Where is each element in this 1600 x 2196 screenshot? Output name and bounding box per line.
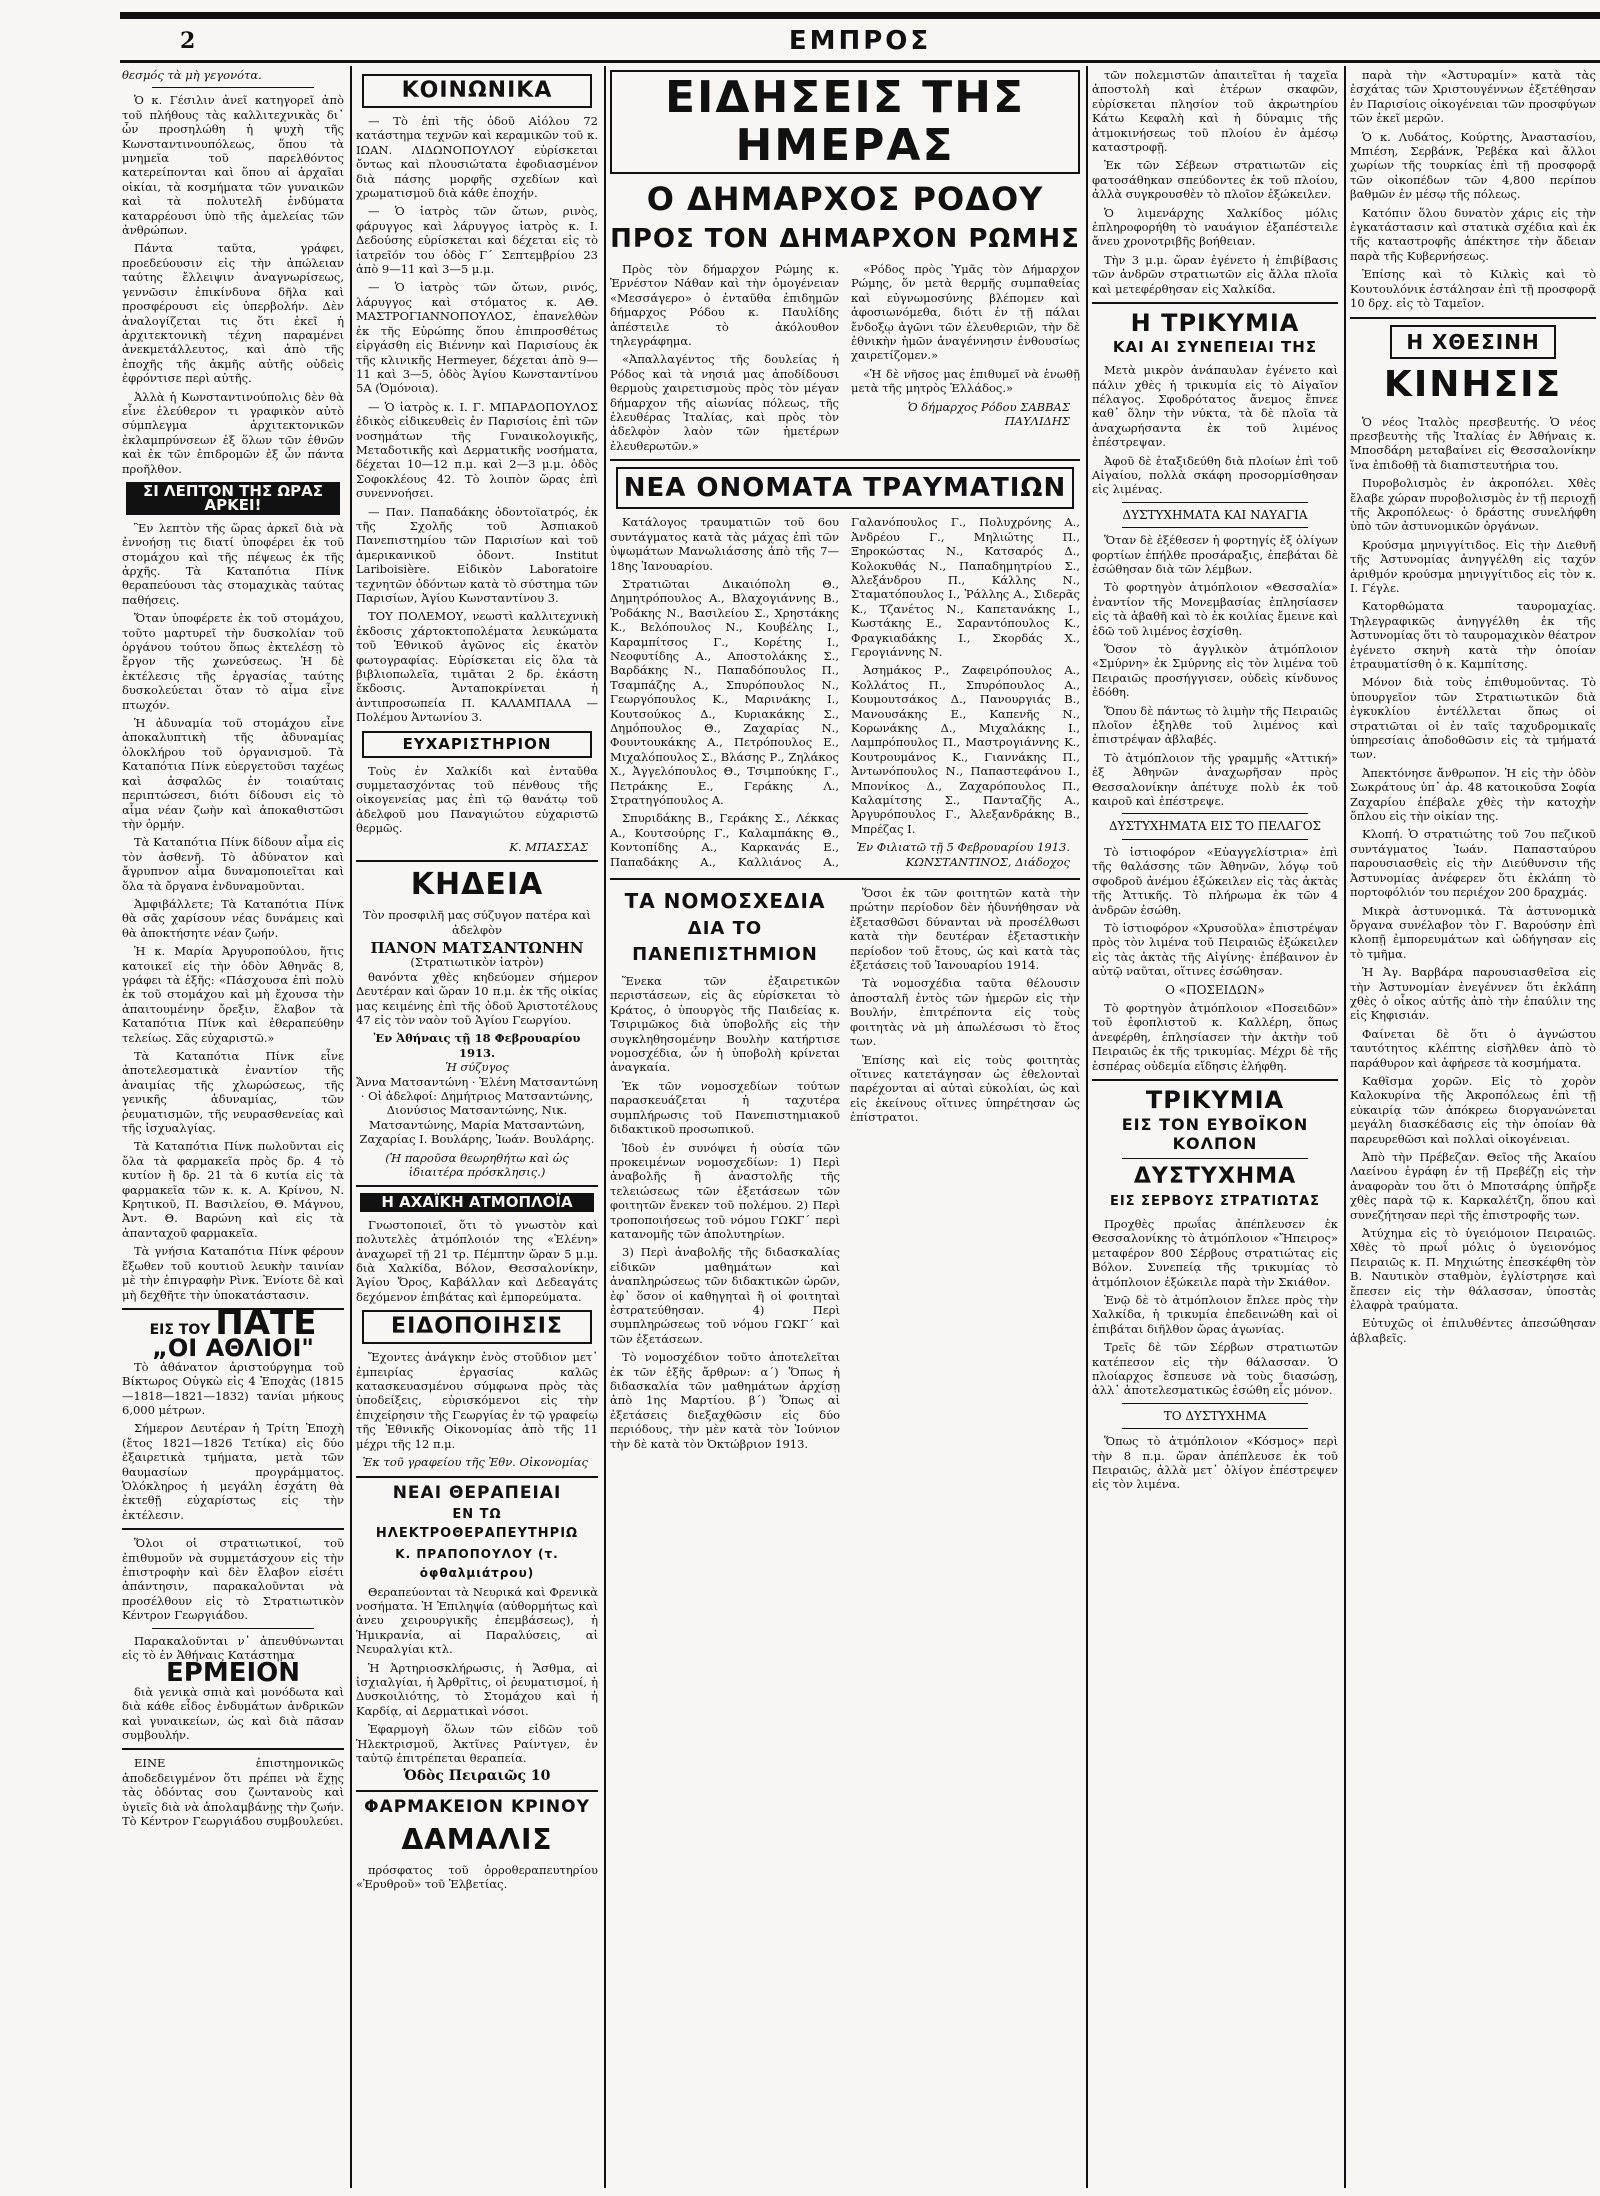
divider	[610, 878, 1080, 880]
paragraph: Κατορθώματα ταυρομαχίας. Τηλεγραφικῶς ἀνηγγέλθη ἐκ τῆς Ἀστυνομίας ὅτι τὸ ταυρομαχικὸν θέατρον ἐγένετο σκηνὴ κατὰ τὴν ὁποίαν ἐτραυματίσθη ὁ κ. Καμπίτσης.	[1350, 599, 1596, 671]
theatre-title-name: ΠΑΤΕ	[215, 1302, 317, 1343]
paragraph: Ὁ λιμενάρχης Χαλκίδος μόλις ἐπληροφορήθη τὸ ναυάγιον ἐξαπέστειλε ἄνευ χρονοτριβῆς βοήθειαν.	[1092, 205, 1338, 249]
divider	[356, 1185, 598, 1187]
article-body	[610, 515, 1080, 872]
paragraph: Ὅσοι ἐκ τῶν φοιτητῶν κατὰ τὴν πρώτην περίοδον δὲν ἠδυνήθησαν νὰ ἐξετασθῶσι δύνανται νὰ προσέλθωσι κατὰ τὴν δευτέραν ἐξεταστικὴν περίοδον τοῦ ἔτους, ὡς καὶ κατὰ τὰς ἐξετάσεις τοῦ Ἰανουαρίου 1914.	[850, 886, 1080, 973]
paragraph: Ἐπίσης καὶ εἰς τοὺς φοιτητὰς οἵτινες κατετάγησαν ὡς ἐθελονταὶ παρέχονται αἱ αὐταὶ εὐκολίαι, ὡς καὶ εἰς ἐκείνους οἵτινες ὑπηρέτησαν ὡς ἐπίστρατοι.	[850, 1052, 1080, 1125]
headline: Ο ΔΗΜΑΡΧΟΣ ΡΟΔΟΥ	[646, 180, 1044, 218]
paragraph: Ἄννα Ματσαντώνη · Ἑλένη Ματσαντώνη · Οἱ ἀδελφοί: Δημήτριος Ματσαντώνης, Διονύσιος Ματσαντώνης, Νικ. Ματσαντώνης, Μαρία Ματσαντώνη, Ζαχαρίας Ι. Βουλάρης, Ἰωάν. Βουλάρης.	[356, 1074, 598, 1147]
paragraph: Ἀτύχημα εἰς τὸ ὑγειόμοιον Πειραιῶς. Χθὲς τὸ πρωΐ μόλις ὁ ὑγειονόμος Πειραιῶς κ. Π. Μηχιώτης ἐπεσκέφθη τὸν Β. Ναυτικὸν σταθμὸν, ἐγλίστρησε καὶ ἔπεσεν εἰς τὴν θάλασσαν, ὑποστὰς ἐλαφρὰ τραύματα.	[1350, 1226, 1596, 1313]
paragraph: Ἔχοντες ἀνάγκην ἐνὸς στοῦδιον μετ᾿ ἐμπειρίας ἐργασίας καλῶς κατασκευασμένου σύμφωνα πρὸς τὰς ὑποδείξεις, εὑρισκόμενοι εἰς τὴν ἐπιχείρησιν τῆς Γεωργίας ἐν τῷ γραφείῳ τῆς Ἐθνικῆς Οἰκονομίας ἀπὸ τῆς 11 μέχρι τῆς 12 π.μ.	[356, 1350, 598, 1451]
article-university	[610, 886, 840, 1455]
top-rule	[120, 12, 1600, 19]
paragraph: Καθῖσμα χορῶν. Εἰς τὸ χορὸν Καλοκυρίνα τῆς Ἀκροπόλεως ἐπὶ τῇ εὐκαιρίᾳ τῶν ἀπόκρεω διοργανώνεται μεγάλη διασκέδασις εἰς τὴν ὁποίαν θὰ παρευρεθῶσι καὶ πολλαὶ οἰκογένειαι.	[1350, 1073, 1596, 1146]
paragraph: Προχθὲς πρωΐας ἀπέπλευσεν ἐκ Θεσσαλονίκης τὸ ἀτμόπλοιον «Ἤπειρος» μεταφέρον 800 Σέρβους στρατιώτας εἰς Βόλον. Συνεπείᾳ τῆς τρικυμίας τὸ ἀτμόπλοιον ἐξώκειλε παρὰ τὴν Σκιάθον.	[1092, 1216, 1338, 1289]
paragraph: Ὁ κ. Γέσιλιν ἀνεῖ κατηγορεῖ ἀπὸ τοῦ πλήθους τὰς καλλιτεχνικὰς δι᾿ ὧν προσηλώθη ἡ ψυχὴ τῆς Κωνσταντινουπόλεως, ὅπου τὰ μνημεῖα τοῦ παρελθόντος κατερείπονται καὶ ὅπου αἱ ἀρχαῖαι οἰκίαι, τὰ κοσμήματα τῶν γυναικῶν καὶ τὰ πολυτελῆ ἐνδύματα καταρρέουσι ὑπὸ τῆς ἀμελείας τῶν ἀνθρώπων.	[122, 93, 344, 238]
subheading: ΔΥΣΤΥΧΗΜΑΤΑ ΚΑΙ ΝΑΥΑΓΙΑ	[1122, 507, 1308, 522]
paragraph: Πάντα ταῦτα, γράφει, προεδεύουσιν εἰς τὴν ἀπώλειαν ταύτης ἔλλειψιν ἀναγνωρίσεως, γεννῶσιν ἐπικίνδυνα δῆλα καὶ προσφέρουσι εἰς ὑπερβολήν. Δὲν ἀναλογίζεται τις ὅτι ἐκεῖ ἡ ἀρχιτεκτονικὴ τέχνη παραμένει ἀνεκμετάλλευτος, καὶ ἀπὸ τῆς ἐποχῆς τῆς ἀκμῆς αὐτῆς οὐδεὶς ἐφρόντισε περὶ αὐτῆς.	[122, 241, 344, 386]
paragraph: Ἡ Ἀγ. Βαρβάρα παρουσιασθεῖσα εἰς τὴν Ἀστυνομίαν ἐνεγέννεν ὅτι ἐκλάπη χθὲς ὁ οἶκος αὐτῆς ἀπὸ τὴν ἐπαύλιν της εἰς Κηφισιάν.	[1350, 965, 1596, 1023]
divider	[610, 459, 1080, 461]
paragraph: Σπυριδάκης Β., Γεράκης Σ., Λέκκας Α., Κουτσούρης Γ., Καλαμπάκης Θ., Κοντοπίδης Α., Καρκανάς Ε., Παπαδάκης Α., Καλλιάνος Α., Γαλανόπουλος Γ., Πολυχρόνης Α., Ἀνδρέου Γ., Μηλιώτης Π., Ξηροκώστας Ν., Κατσαρός Δ., Κολοκυθάς Ν., Παπαδημητρίου Σ., Ἀλεξάνδρου Π., Κάλλης Ν., Σταματόπουλος Ι., Ῥάλλης Α., Σιδερᾶς Κ., Τζανέτος Ν., Καπετανάκης Ι., Κωστάκης Ε., Σαραντόπουλος Κ., Φραγκιαδάκης Ι., Σκορδάς Χ., Γερογιάννης Ν.	[610, 515, 1080, 869]
paragraph: Μετὰ μικρὸν ἀνάπαυλαν ἐγένετο καὶ πάλιν χθὲς ἡ τρικυμία εἰς τὸ Αἰγαῖον πέλαγος. Σφοδρότατος ἄνεμος ἔπνεε καθ᾿ ὅλην τὴν νύκτα, τὰ δὲ πλοῖα τὰ ἀναχωρήσαντα ἐκ τοῦ λιμένος ἐπέστρεψαν.	[1092, 363, 1338, 450]
paragraph: — Ὁ ἰατρὸς κ. Ι. Γ. ΜΠΑΡΔΟΠΟΥΛΟΣ ἐδικὸς εἰδικευθεὶς ἐν Παρισίοις ἐπὶ τῶν νοσημάτων τῆς Γυναικολογικῆς, Μεταδοτικῆς καὶ Δερματικῆς νοσήματα, δέχεται 10—12 π.μ. καὶ 2—3 μ.μ. ὁδὸς Σοφοκλέους 42. Τὸ λοιπὸν ὥρας ἐπὶ συνεννοήσει.	[356, 399, 598, 501]
signature: Ἐκ τοῦ γραφείου τῆς Ἐθν. Οἰκονομίας	[362, 1455, 588, 1470]
paragraph: Ἀμφιβάλλετε; Τὰ Καταπότια Πίνκ θὰ σᾶς χαρίσουν νέας δυνάμεις καὶ θὰ ἀποκτήσητε νέαν ζωήν.	[122, 896, 344, 940]
headline: Η ΤΡΙΚΥΜΙΑ	[1130, 309, 1300, 338]
paragraph: διὰ γενικὰ σπιὰ καὶ μονόδωτα καὶ διὰ κάθε εἶδος ἐνδυμάτων ἀνδρικῶν καὶ γυναικείων, ὡς καὶ διὰ πᾶσαν συμβουλήν.	[122, 1684, 344, 1743]
paragraph: Τὰ Καταπότια Πίνκ πωλοῦνται εἰς ὅλα τὰ φαρμακεῖα πρὸς δρ. 4 τὸ κυτίον ἢ δρ. 21 τὰ 6 κυτία εἰς τὰ φαρμακεῖα τῶν κ. κ. Α. Κρίνου, Ν. Κρητικοῦ, Π. Βασιλείου, Θ. Μάγνου, Ἀντ. Θ. Βαρώνη καὶ εἰς τὰ ἀπανταχοῦ φαρμακεῖα.	[122, 1139, 344, 1240]
page-number: 2	[180, 28, 196, 54]
paragraph: Τὰ Καταπότια Πίνκ δίδουν αἷμα εἰς τὸν ἀσθενῆ. Τὸ ἀδύνατον καὶ ἄγρυπνον αἷμα δυναμοποιεῖται καὶ ὅλα τὰ ὄργανα ἐνδυναμοῦνται.	[122, 835, 344, 893]
divider	[1122, 1403, 1308, 1404]
paragraph: Μικρὰ ἀστυνομικά. Τὰ ἀστυνομικὰ ὄργανα συνέλαβον τὸν Γ. Βαρούσην ἐπὶ κλοπῇ ἐμπορευμάτων καὶ ὡδήγησαν εἰς τὸ τμῆμα.	[1350, 903, 1596, 961]
paragraph: Τὸ ἰστιοφόρον «Χρυσοῦλα» ἐπιστρέψαν πρὸς τὸν λιμένα τοῦ Πειραιῶς ἐξώκειλεν εἰς τὰς ἀκτὰς τῆς Αἰγίνης· ἐπέβαινον ἐν αὐτῷ ναῦται, οἵτινες ἐσώθησαν.	[1092, 920, 1338, 979]
paragraph: Κλοπή. Ὁ στρατιώτης τοῦ 7ου πεζικοῦ συντάγματος Ἰωάν. Παπασταύρου παρουσιασθεὶς εἰς τὴν Διεύθυνσιν τῆς Ἀστυνομίας ἀνέφερεν ὅτι ἐκλάπη τὸ πορτοφόλιόν του περιέχον 200 δραχμάς.	[1350, 827, 1596, 900]
divider	[122, 1748, 344, 1750]
paragraph: Ὅλοι οἱ στρατιωτικοί, τοῦ ἐπιθυμοῦν νὰ συμμετάσχουν εἰς τὴν ἐπιστροφὴν καὶ δὲν ἔλαβον εἰσέτι ἀπάντησιν, παρακαλοῦνται νὰ προσέλθουν εἰς τὸ Στρατιωτικὸν Κέντρον Γεωργιάδου.	[122, 1536, 344, 1623]
column-rule	[350, 66, 352, 2188]
divider	[1092, 1079, 1338, 1081]
paragraph: Κρούσμα μηνιγγίτιδος. Εἰς τὴν Διεθνῆ τῆς Ἀστυνομίας ἀνηγγέλθη εἰς ταχύν ἀριθμόν κρούσμα μηνιγγίτιδος εἰς τὸν κ. Ι. Γέγλε.	[1350, 537, 1596, 595]
paragraph: Ἀλλὰ ἡ Κωνσταντινούπολις δὲν θὰ εἶνε ἐλεύθερον τι γραφικὸν αὐτὸ σύμπλεγμα ἀρχιτεκτονικῶν ἐκλαμπρύνσεων ἐξ ὅλων τῶν ἐθνῶν καὶ ἐκ τῶν ἐπιδρομῶν ἐξ ὧν πάντα προῆλθον.	[122, 389, 344, 476]
paragraph: Τὸ ἀθάνατον ἀριστούργημα τοῦ Βίκτωρος Οὑγκὼ εἰς 4 Ἐποχὰς (1815—1818—1821—1832) τανίαι μήκους 6,000 μέτρων.	[122, 1359, 344, 1417]
paragraph: — Ὁ ἰατρὸς τῶν ὤτων, ρινός, λάρυγγος καὶ στόματος κ. ΑΘ. ΜΑΣΤΡΟΓΙΑΝΝΟΠΟΥΛΟΣ, ἐπανελθὼν ἐκ τῆς Εὐρώπης ὅπου ἐπιπροσθέτως εἰργάσθη εἰς Βιέννην καὶ Παρισίους ἐκ τῆς κλινικῆς Hermeyer, δέχεται ἀπὸ 9—11 καὶ 3—5, ὁδὸς Ἁγίου Κωνσταντίνου 5Α (Ὁμόνοια).	[356, 280, 598, 396]
divider	[1122, 1428, 1308, 1429]
paragraph: — Παν. Παπαδάκης ὁδοντοϊατρός, ἐκ τῆς Σχολῆς τοῦ Ἀσπιακοῦ Πανεπιστημίου τῶν Παρισίων καὶ τοῦ ἀμερικανικοῦ ὀδοντ. Institut Lariboisière. Εἰδικὸν Laboratoire τεχνητῶν ὀδόντων κατὰ τὸ σύστημα τῶν Παρισίων, Ἀγίου Κωνσταντίνου 3.	[356, 504, 598, 605]
clinic-address: Ὁδὸς Πειραιῶς 10	[403, 1768, 551, 1785]
paragraph: Θεραπεύονται τὰ Νευρικά καὶ Φρενικὰ νοσήματα. Ἡ Ἐπιληψία (αὐθορμήτως καὶ ἀνευ χειρουργικῆς ἐπεμβάσεως), ἡ Ἡμικρανία, αἱ Παραλύσεις, αἱ Νευραλγίαι κτλ.	[356, 1584, 598, 1657]
divider	[1092, 302, 1338, 304]
paragraph: θανόντα χθὲς κηδεύομεν σήμερον Δευτέραν καὶ ὥραν 10 π.μ. ἐκ τῆς οἰκίας μας κειμένης ἐπὶ τῆς ὁδοῦ Ἀριστοτέλους 47 εἰς τὸν ναὸν τοῦ Ἁγίου Γεωργίου.	[356, 969, 598, 1027]
paragraph: Τὰ γνήσια Καταπότια Πίνκ φέρουν ἔξωθεν τοῦ κουτιοῦ λευκὴν ταινίαν μὲ τὴν ἐπιγραφὴν Ρὶνκ. Ἐνίοτε δὲ καὶ μὴ δεχθῆτε τὴν ὑποκατάστασιν.	[122, 1244, 344, 1302]
newspaper-name: ΕΜΠΡΟΣ	[788, 26, 932, 56]
paragraph: Φαίνεται δὲ ὅτι ὁ ἀγνώστου ταυτότητος κλέπτης εἰσῆλθεν ἀπὸ τὸ παράθυρον καὶ ἀφήρεσε τὰ κοσμήματα.	[1350, 1026, 1596, 1070]
top-fragment: θεσμός τὰ μὴ γεγονότα.	[122, 68, 262, 82]
paragraph: Ἀφοῦ δὲ ἐταξιδεύθη διὰ πλοίων ἐπὶ τοῦ Αἰγαίου, πολλὰ σκάφη προσορμίσθησαν εἰς λιμένας.	[1092, 453, 1338, 497]
paragraph: Ὅπως τὸ ἀτμόπλοιον «Κόσμος» περὶ τὴν 8 π.μ. ὥραν ἀπέπλευσε ἐκ τοῦ Πειραιῶς, ἀλλὰ μετ᾿ ὀλίγον ἐπέστρεψεν εἰς τὸν λιμένα.	[1092, 1434, 1338, 1492]
paragraph: Τὰ νομοσχέδια ταῦτα θέλουσιν ἀποσταλῆ ἐντὸς τῶν ἡμερῶν εἰς τὴν Βουλήν, ἐπιτρέποντα εἰς τοὺς φοιτητὰς νὰ μὴ ἀπωλέσωσι τὸ ἔτος των.	[850, 976, 1080, 1049]
divider	[356, 860, 598, 862]
clinic-title: ΕΝ ΤΩ ΗΛΕΚΤΡΟΘΕΡΑΠΕΥΤΗΡΙΩ	[375, 1506, 579, 1541]
paragraph: ΤΟΥ ΠΟΛΕΜΟΥ, νεωστὶ καλλιτεχνικὴ ἐκδοσις χάρτοκτοπολέματα λευκώματα τοῦ Ἐθνικοῦ ἀγῶνος εἰς ἑκατὸν φωτογραφίας. Εὑρίσκεται εἰς ὅλα τὰ βιβλιοπωλεῖα, τιμᾶται 2 δρ. ἑκάστη ἔκδοσις. Ἀνταποκρίνεται ἡ ἀντιπροσωπεία Π. ΚΑΛΑΜΠΑΛΑ — Πολέμου Ἀντωνίου 3.	[356, 609, 598, 725]
divider	[1122, 813, 1308, 814]
paragraph: Ἐφαρμογὴ ὅλων τῶν εἰδῶν τοῦ Ἡλεκτρισμοῦ, Ἀκτῖνες Ραίντγεν, ἐν ταὐτῷ ἐπιτρέπεται θεραπεία.	[356, 1722, 598, 1765]
column-1	[122, 68, 344, 2188]
clinic-title: ΝΕΑΙ ΘΕΡΑΠΕΙΑΙ	[392, 1482, 562, 1503]
paragraph: Ἀσημάκος Ρ., Ζαφειρόπουλος Α., Κολλάτος Π., Σπυρόπουλος Α., Κουμουτσάκος Δ., Πανουργιάς Β., Μανουσάκης Ε., Καπενῆς Ν., Κορωνάκης Δ., Μιχαλάκης Ι., Λαμπρόπουλος Π., Μαστρογιάννης Κ., Κουτρουμάνος Κ., Γιαννάκης Π., Ἀντωνόπουλος Ν., Παπαστεφάνου Ι., Μπονίκος Δ., Ζαχαρόπουλος Π., Καλαμίτσης Σ., Πανταζῆς Α., Ἀργυρόπουλος Γ., Ἀλεξανδράκης Β., Μπρέζας Ι.	[851, 663, 1080, 836]
headline: ΕΙΣ ΣΕΡΒΟΥΣ ΣΤΡΑΤΙΩΤΑΣ	[1109, 1193, 1321, 1209]
divider	[1122, 1158, 1308, 1159]
funeral-date: Ἐν Ἀθήναις τῇ 18 Φεβρουαρίου 1913.	[373, 1031, 581, 1060]
divider	[152, 87, 314, 88]
shipping-title: Η ΑΧΑΪΚΗ ΑΤΜΟΠΛΟΪΑ	[360, 1193, 594, 1211]
paragraph: Σήμερον Δευτέραν ἡ Τρίτη Ἐποχὴ (ἔτος 1821—1826 Τετίκα) εἰς δύο ἐξαιρετικὰ τμήματα, μετὰ τῶν θαυμασίων προγράμματος. Ὁλόκληρος ἡ μεγάλη ἐσχάτη θὰ ἐκτεθῇ εὐχαρίστως εἰς τὴν ἐκτέλεσιν.	[122, 1421, 344, 1522]
paragraph: Ἐκ τῶν νομοσχεδίων τούτων παρασκευάζεται ἡ ταχυτέρα συμπλήρωσις τοῦ Πανεπιστημιακοῦ διδακτικοῦ προσωπικοῦ.	[610, 1078, 840, 1137]
paragraph: Ὁ κ. Λυδάτος, Κούρτης, Ἀναστασίου, Μπιέση, Σερβάνκ, Ῥεβέκα καὶ ἄλλοι χωρίων τῆς τουρκίας ἐπὶ τῇ προσφορᾷ τῶν οἰκοπέδων τῶν 4,800 περίπου βαθμῶν ἐν μέσῳ τῆς πόλεως.	[1350, 129, 1596, 202]
paragraph: πρόσφατος τοῦ ὀρροθεραπευτηρίου «Ἐρυθροῦ» τοῦ Ἐλβετίας.	[356, 1862, 598, 1892]
paragraph: Ἀπὸ τὴν Πρέβεζαν. Θεῖος τῆς Ἀκαίου Λαείνου ἐγράφη ἐν τῇ Πρεβέζῃ εἰς τὴν ἀναφορὰν του ὅτι ὁ Μποτσάρης ὑπῆρξε χθὲς παρὰ τῷ κ. Καρκαλέτζη, ὅπου καὶ συνεζήτησαν περὶ τῆς ἐπιστροφῆς των.	[1350, 1150, 1596, 1222]
paragraph: Ἰδοὺ ἐν συνόψει ἡ οὐσία τῶν προκειμένων νομοσχεδίων: 1) Περὶ ἀναβολῆς ἢ ἀναστολῆς τῆς τελειώσεως τῶν ἐξετάσεων τῶν φοιτητῶν ἕνεκεν τοῦ πολέμου. 2) Περὶ τροποποιήσεως τοῦ νόμου ΓΩΚΓ´ περὶ κατανομῆς τῶν ἀπολυτηρίων.	[610, 1140, 840, 1241]
paragraph: Τὸν προσφιλῆ μας σύζυγον πατέρα καὶ ἀδελφὸν	[363, 908, 591, 937]
paragraph: Παρακαλοῦνται ν᾿ ἀπευθύνωνται εἰς τὸ ἐν Ἀθήναις Κατάστημα	[122, 1633, 344, 1663]
column-rule	[1086, 66, 1088, 2188]
masthead	[120, 24, 1600, 58]
column-4	[1092, 68, 1338, 2188]
headline: ΤΑ ΝΟΜΟΣΧΕΔΙΑ	[624, 889, 826, 914]
paragraph: Τὸ νομοσχέδιον τοῦτο ἀποτελεῖται ἐκ τῶν ἑξῆς ἄρθρων: α´) Ὅπως ἡ διδασκαλία τῶν μαθημάτων ἀρχίσῃ ἀπὸ 1ης Μαρτίου. β´) Ὅπως αἱ ἐξετάσεις διεξαχθῶσιν εἰς δύο περιόδους, τὴν μὲν κατὰ τὸν Ἰούνιον τὴν δὲ κατὰ τὸν Ὀκτώβριον 1913.	[610, 1350, 840, 1451]
headline: Η ΧΘΕΣΙΝΗ	[1390, 325, 1556, 359]
headline: ΝΕΑ ΟΝΟΜΑΤΑ ΤΡΑΥΜΑΤΙΩΝ	[616, 467, 1074, 509]
paragraph: Τὸ φορτηγὸν ἀτμόπλοιον «Θεσσαλία» ἐναντίον τῆς Μονεμβασίας ἐπλησίασεν εἰς τὰ ἀβαθῆ καὶ τὸ ἐκ κοιλίας ἔμεινε καὶ ἐδῶ τοῦ λιμένος ἐσχίσθη.	[1092, 580, 1338, 638]
subheading: ΔΥΣΤΥΧΗΜΑΤΑ ΕΙΣ ΤΟ ΠΕΛΑΓΟΣ	[1108, 819, 1322, 834]
divider	[356, 1790, 598, 1792]
theatre-film-title: „ΟΙ ΑΘΛΙΟΙ"	[152, 1334, 314, 1363]
paragraph: Ὅταν δὲ ἐξέθεσεν ἡ φορτηγίς ἐξ ὀλίγων φορτίων ἐπήλθε προσάραξις, ἐπεβάται δὲ ἐσώθησαν διὰ τῶν λέμβων.	[1092, 533, 1338, 576]
paragraph: Ἐπίσης καὶ τὸ Κιλκὶς καὶ τὸ Κουτουλόνικ ἐστάλησαν ἐπὶ τῇ προσφορᾷ 10 δρχ. εἰς τὸ Ταμεῖον.	[1350, 267, 1596, 311]
divider	[152, 1628, 314, 1629]
divider	[1122, 502, 1308, 503]
paragraph: Κατόπιν ὅλου δυνατὸν χάρις εἰς τὴν ἐγκατάστασιν καὶ στατικὰ σχέδια καὶ ἐκ τῆς καταστροφῆς ἀπέκτησε τὴν ἄδειαν παρὰ τῆς Κυβερνήσεως.	[1350, 205, 1596, 263]
article-university-cont	[850, 886, 1080, 1455]
funeral-note: (Ἡ παροῦσα θεωρηθήτω καὶ ὡς ἰδιαιτέρα πρόσκλησις.)	[385, 1150, 569, 1179]
divider	[1122, 839, 1308, 840]
paragraph: Γνωστοποιεῖ, ὅτι τὸ γνωστὸν καὶ πολυτελὲς ἀτμόπλοιόν της «Ἑλένη» ἀναχωρεῖ τῇ 21 τρ. Πέμπτην ὥραν 5 μ.μ. διὰ Χαλκίδα, Βόλον, Θεσσαλονίκην, Ἁγίου Ὄρος, Καβάλλαν καὶ Δεδεαγάτς δεχόμενον ἐπιβάτας καὶ ἐμπορεύματα.	[356, 1217, 598, 1304]
deceased-role: (Στρατιωτικὸν ἰατρὸν)	[410, 955, 544, 970]
signature: Ἐν Φιλιατῶ τῇ 5 Φεβρουαρίου 1913. ΚΩΝΣΤΑΝΤΙΝΟΣ, Διάδοχος	[856, 840, 1070, 869]
column-rule	[1344, 66, 1346, 2188]
paragraph: Τὸ ἀτμόπλοιον τῆς γραμμῆς «Ἀττική» ἐξ Ἀθηνῶν ἀναχωρῆσαν πρὸς Θεσσαλονίκην ἀπέτυχε πολὺ ἐκ τοῦ καιροῦ καὶ ἐπέστρεψε.	[1092, 750, 1338, 809]
deceased-name: ΠΑΝΟΝ ΜΑΤΣΑΝΤΩΝΗΝ	[370, 938, 584, 957]
paragraph: Πυροβολισμὸς ἐν ἀκροπόλει. Χθὲς ἔλαβε χώραν πυροβολισμὸς ἐν τῇ περιοχῇ τῆς Ἀκροπόλεως· ὁ δράστης συνελήφθη ὑπὸ τῶν ἀστυνομικῶν ὀργάνων.	[1350, 476, 1596, 534]
paragraph: — Τὸ ἐπὶ τῆς ὁδοῦ Αἰόλου 72 κατάστημα τεχνῶν καὶ κεραμικῶν τοῦ κ. ΙΩΑΝ. ΛΙΔΩΝΟΠΟΥΛΟΥ εὑρίσκεται ὄντως καὶ πλουσιώτατα ἐφοδιασμένον διὰ πάσης μορφῆς σχεδίων καὶ χρωματισμοῦ διὰ κάθε ἐποχήν.	[356, 114, 598, 201]
paragraph: Ὅπου δὲ πάντως τὸ λιμὴν τῆς Πειραιῶς πλοῖον ἐξηλθε τοῦ λιμένος καὶ ἐπιστρέψαν ἀβλαβές.	[1092, 703, 1338, 747]
headline: ΤΡΙΚΥΜΙΑ	[1145, 1085, 1285, 1114]
paragraph: Ὁ νέος Ἰταλὸς πρεσβευτής. Ὁ νέος πρεσβευτὴς τῆς Ἰταλίας ἐν Ἀθήναις κ. Μποσδάρη μεταβαίνει εἰς Θεσσαλονίκην ἵνα ἐπιδοθῇ τὰ διαπιστευτήρια του.	[1350, 414, 1596, 472]
column-5	[1350, 68, 1596, 2188]
paragraph: Ἐνῷ δὲ τὸ ἀτμόπλοιον ἔπλεε πρὸς τὴν Χαλκίδα, ἡ τρικυμία ἐπεδεινώθη καὶ οἱ ἐπιβάται διῆλθον ὥρας ἀγωνίας.	[1092, 1293, 1338, 1336]
paragraph: Ὅσον τὸ ἀγγλικὸν ἀτμόπλοιον «Σμύρνη» ἐκ Σμύρνης εἰς τὸν λιμένα τοῦ Πειραιῶς προσήγγισεν, οὐδεὶς κίνδυνος ἐδόθη.	[1092, 642, 1338, 700]
clinic-title: Κ. ΠΡΑΠΟΠΟΥΛΟΥ (τ. ὀφθαλμιάτρου)	[395, 1546, 559, 1580]
paragraph: Τοὺς ἐν Χαλκίδι καὶ ἐνταῦθα συμμετασχόντας τοῦ πένθους τῆς οἰκογενείας μας ἐπὶ τῷ θανάτῳ τοῦ ἀδελφοῦ μου Παναγιώτου εὐχαριστῶ θερμῶς.	[356, 763, 598, 836]
mourners-heading: Ἡ σύζυγος	[445, 1060, 509, 1075]
headline: ΔΙΑ ΤΟ ΠΑΝΕΠΙΣΤΗΜΙΟΝ	[632, 918, 818, 966]
signature: Κ. ΜΠΑΣΣΑΣ	[509, 839, 588, 854]
subheading: ΤΟ ΔΥΣΤΥΧΗΜΑ	[1163, 1408, 1267, 1423]
paragraph: Εὐτυχῶς οἱ ἐπιλυθέντες ἀπεσώθησαν ἀβλαβεῖς.	[1350, 1316, 1596, 1345]
paragraph: Ἐκ τῶν Σέβεων στρατιωτῶν εἰς φατοσάθηκαν σπεύδοντες ἐκ τοῦ πλοίου, ἀλλὰ συγκρουσθὲν τὸ πλοῖον ἐξώκειλεν.	[1092, 158, 1338, 202]
lower-section	[610, 886, 1080, 1455]
headline: ΚΑΙ ΑΙ ΣΥΝΕΠΕΙΑΙ ΤΗΣ	[1112, 338, 1318, 357]
subheading: Ο «ΠΟΣΕΙΔΩΝ»	[1165, 982, 1265, 997]
paragraph: — Ὁ ἰατρὸς τῶν ὤτων, ρινὸς, φάρυγγος καὶ λάρυγγος ἰατρὸς κ. Ι. Δεδούσης εὑρίσκεται καὶ δέχεται εἰς τὸ ἰατρεῖόν του ὁδὸς Γ´ Σεπτεμβρίου 23 ἀπὸ 9—11 καὶ 3—5 μ.μ.	[356, 204, 598, 277]
paragraph: Ἡ Ἀρτηριοσκλήρωσις, ἡ Ἄσθμα, αἱ ἰσχιαλγίαι, ἡ Ἀρθρῖτις, οἱ ῥευματισμοί, ἡ Δυσκοιλιότης, τὸ Στομάχου καὶ ἡ Καρδίᾳ, αἱ Δερματικαὶ νόσοι.	[356, 1660, 598, 1718]
headline: ΠΡΟΣ ΤΟΝ ΔΗΜΑΡΧΟΝ ΡΩΜΗΣ	[610, 224, 1080, 254]
ad-headline: ΣΙ ΛΕΠΤΟΝ ΤΗΣ ΩΡΑΣ ΑΡΚΕΙ!	[126, 482, 340, 515]
paragraph: Ὅταν ὑποφέρετε ἐκ τοῦ στομάχου, τοῦτο μαρτυρεῖ τὴν δυσκολίαν τοῦ ὀργάνου τούτου ὅπως ἐκτελέσῃ τὸ ἔργον τῆς χωνεύσεως. Ἡ δὲ ἐκτέλεσις τῆς ἐργασίας ταύτης δυσκολεύεται ὅταν τὸ αἷμα εἶνε πτωχόν.	[122, 611, 344, 712]
paragraph: Τρεῖς δὲ τῶν Σέρβων στρατιωτῶν κατέπεσον εἰς τὴν θάλασσαν. Ὁ πλοίαρχος ἔσπευσε νὰ τοὺς διασώσῃ, ἀλλ᾿ ἀποτελεσματικῶς ἐσώθη εἷς μόνον.	[1092, 1340, 1338, 1398]
paragraph: Ἀπεκτόνησε ἄνθρωπον. Ἡ εἰς τὴν ὁδὸν Σωκράτους ὑπ᾿ ἀρ. 48 κατοικοῦσα Σοφία Ζαχαρίου ἐπέβαλε χθὲς τὴν κατοχὴν ὅπλου εἰς τὴν οἰκίαν της.	[1350, 765, 1596, 824]
paragraph: «Ρόδος πρὸς Ὑμᾶς τὸν Δήμαρχον Ρώμης, ὅν μετὰ θερμῆς συμπαθείας καὶ εὐγνωμοσύνης βλέπομεν καὶ ἀφοσιωνόμεθα, διότι ἐν τῇ πάλαι ἔνδοξῳ ἀγῶνι τῶν ἐλευθεριῶν, τὴν δὲ ἐθνικὴν ἡμῶν ἀναγέννησιν ἐνθουσίως χαιρετίζομεν.»	[851, 262, 1080, 363]
paragraph: Στρατιῶται Δικαιόπολη Θ., Δημητρόπουλος Α., Βλαχογιάννης Β., Ῥοδάκης Ν., Βασιλείου Σ., Χρηστάκης Κ., Βελόπουλος Ν., Κουβέλης Ι., Καραμπίτσος Γ., Κορέτης Ι., Νεοφυτίδης Α., Αποστολάκης Σ., Βαρδάκης Ν., Παπαδόπουλος Π., Τσαμπάζης Α., Σπυρόπουλος Ν., Γεωργόπουλος Κ., Μαρινάκης Ι., Κουτσούκος Δ., Κυριακάκης Σ., Δημόπουλος Θ., Ζαχαρίας Ν., Φουντουκάκης Α., Πετρόπουλος Ε., Μιχαλόπουλος Σ., Βλάσης Ρ., Ζηλάκος Χ., Ἀγγελόπουλος Θ., Τσιμπούκης Γ., Πετράκης Ε., Γεράκης Λ., Στρατηγόπουλος Α.	[610, 576, 839, 807]
pharmacy-title: ΦΑΡΜΑΚΕΙΟΝ ΚΡΙΝΟΥ	[364, 1796, 590, 1817]
thanks-title: ΕΥΧΑΡΙΣΤΗΡΙΟΝ	[362, 731, 592, 758]
paragraph: «Ἡ δὲ νῆσος μας ἐπιθυμεῖ νὰ ἑνωθῇ μετὰ τῆς μητρὸς Ἑλλάδος.»	[851, 366, 1080, 396]
ad-title: ΕΡΜΕΙΟΝ	[166, 1658, 300, 1689]
column-rule	[604, 66, 606, 2188]
paragraph: Τὴν 3 μ.μ. ὥραν ἐγένετο ἡ ἐπιβίβασις τῶν ἀνδρῶν στρατιωτῶν εἰς ἄλλα πλοῖα καὶ μετεφέρθησαν εἰς Χαλκίδα.	[1092, 252, 1338, 296]
article-body	[610, 262, 1080, 453]
divider	[122, 1528, 344, 1530]
paragraph: Ἡ ἀδυναμία τοῦ στομάχου εἶνε ἀποκαλυπτικὴ τῆς ἀδυναμίας ὁλοκλήρου τοῦ ὀργανισμοῦ. Τὰ Καταπότια Πίνκ εὐεργετοῦσι ταχέως καὶ ἀσφαλῶς ἐν τοιαύταις περιπτώσεσι, διότι δίδουσι εἰς τὸ αἷμα νέαν ζωὴν καὶ ἀποκαθιστῶσι τὴν ὁρμήν.	[122, 716, 344, 831]
paragraph: Κατάλογος τραυματιῶν τοῦ 6ου συντάγματος κατὰ τὰς μάχας ἐπὶ τῶν ὑψωμάτων Μανωλιάσσης ἀπὸ τῆς 7—18ης Ἰανουαρίου.	[610, 515, 839, 573]
paragraph: Ἕνεκα τῶν ἐξαιρετικῶν περιστάσεων, εἰς ἃς εὑρίσκεται τὸ Κράτος, ὁ ὑπουργὸς τῆς Παιδείας κ. Τσιριμῶκος διὰ ὑποβολῆς εἰς τὴν συγκληθησομένην Βουλὴν κατήρτισε νομοσχέδια, ὧν ἡ ὑποβολὴ κρίνεται ἀναγκαία.	[610, 974, 840, 1075]
notices-title: ΕΙΔΟΠΟΙΗΣΙΣ	[362, 1310, 592, 1344]
headline: ΔΥΣΤΥΧΗΜΑ	[1133, 1163, 1297, 1189]
paragraph: Ἡ κ. Μαρία Ἀργυροπούλου, ἥτις κατοικεῖ εἰς τὴν ὁδὸν Ἀθηνᾶς 8, γράφει τὰ ἑξῆς: «Πάσχουσα ἐπὶ πολὺ ἐκ τοῦ στομάχου καὶ μὴ ἔχουσα τὴν ἀπαιτουμένην ὄρεξιν, ἔλαβον τὰ Καταπότια Πίνκ καὶ ἐθεραπεύθην τελείως. Σᾶς εὐχαριστῶ.»	[122, 944, 344, 1045]
divider	[356, 1476, 598, 1478]
section-title: ΚΟΙΝΩΝΙΚΑ	[362, 74, 592, 108]
paragraph: ΕΙΝΕ ἐπιστημονικῶς ἀποδεδειγμένον ὅτι πρέπει νὰ ἔχῃς τὰς ὀδόντας σου ζωντανοὺς καὶ ὑγιεῖς διὰ νὰ ἀπολαμβάνῃς τὴν ζωήν. Τὸ Κέντρον Γεωργιάδου συμβουλεύει.	[122, 1756, 344, 1829]
paragraph: Μόνον διὰ τοὺς ἐπιθυμοῦντας. Τὸ ὑπουργεῖον τῶν Στρατιωτικῶν διὰ ἐγκυκλίου ἐντέλλεται ὅπως οἱ στρατιῶται οἱ ἐν ταῖς ταχυδρομικαῖς ὑπηρεσίαις ἀποδοθῶσιν εἰς τὰ τμήματά των.	[1350, 675, 1596, 762]
divider	[1122, 527, 1308, 528]
paragraph: Τὸ ἱστιοφόρον «Εὐαγγελίστρια» ἐπὶ τῆς θαλάσσης τῶν Ἀθηνῶν, λόγῳ τοῦ σφοδροῦ ἀνέμου ἐξώκειλεν εἰς τὰς ἀκτὰς τῆς Ἀττικῆς. Τὸ πλήρωμα ἐκ τῶν 4 ἀνδρῶν ἐσώθη.	[1092, 844, 1338, 917]
theatre-title-prefix: ΕΙΣ ΤΟΥ	[149, 1321, 211, 1338]
column-3	[610, 68, 1080, 2188]
funeral-title: ΚΗΔΕΙΑ	[410, 867, 544, 903]
paragraph: Τὰ Καταπότια Πίνκ εἶνε ἀποτελεσματικὰ ἐναντίον τῆς ἀναιμίας τῆς χλωρώσεως, τῆς γενικῆς ἀδυναμίας, τῶν ῥευματισμῶν, τῆς νευρασθενείας καὶ τῆς ἰσχυαλγίας.	[122, 1049, 344, 1136]
pharmacy-sub: ΔΑΜΑΛΙΣ	[401, 1822, 553, 1856]
news-banner: ΕΙΔΗΣΕΙΣ ΤΗΣ ΗΜΕΡΑΣ	[610, 70, 1080, 174]
headline: ΚΙΝΗΣΙΣ	[1383, 363, 1563, 405]
column-2	[356, 68, 598, 2188]
masthead-rule	[120, 60, 1600, 63]
signature: Ὁ δήμαρχος Ρόδου ΣΑΒΒΑΣ ΠΑΥΛΙΔΗΣ	[907, 399, 1070, 429]
paragraph: Ἓν λεπτὸν τῆς ὥρας ἀρκεῖ διὰ νὰ ἐννοήσῃ τις διατί ὑποφέρει ἐκ τοῦ στομάχου καὶ τῆς πέψεως ἐκ τῆς ἀρχῆς. Τὰ Καταπότια Πίνκ θεραπεύουσι τὰς στομαχικὰς ταύτας παθήσεις.	[122, 520, 344, 607]
paragraph: Τὸ φορτηγὸν ἀτμόπλοιον «Ποσειδῶν» τοῦ ἐφοπλιστοῦ κ. Καλλέρη, ὅπως ἀνεφέρθη, ἐπλησίασεν τὴν ἀκτὴν τοῦ Πειραιῶς ἐκ τῆς τρικυμίας. Μέχρι δὲ τῆς ἑσπέρας οὐδεμία εἴδησις ἐλήφθη.	[1092, 1000, 1338, 1073]
paragraph: «Ἀπαλλαγέντος τῆς δουλείας ἡ Ρόδος καὶ τὰ νησιά μας ἀποδίδουσι θερμοὺς χαιρετισμοὺς πρὸς τὸν μέγαν δήμαρχον τῆς αἰωνίας πόλεως, τῆς ἐλευθέρας Ἰταλίας, καὶ πρὸς τὸν ἀδελφὸν λαὸν τῶν ἡμετέρων ἐλευθερωτῶν.»	[610, 352, 839, 453]
paragraph: παρὰ τὴν «Ἀστυραμίν» κατὰ τὰς ἐσχάτας τῶν Χριστουγέννων ἐξετέθησαν ἐν Παρισίοις οἰκογένειαι τῶν προσφύγων τῶν ἐκεῖ μερῶν.	[1350, 68, 1596, 126]
divider	[1350, 317, 1596, 319]
paragraph: 3) Περὶ ἀναβολῆς τῆς διδασκαλίας εἰδικῶν μαθημάτων καὶ ἀναπληρώσεως τῶν διδακτικῶν ὡρῶν, ἐφ᾿ ὅσον οἱ καθηγηταὶ ἢ οἱ φοιτηταὶ ἐστρατεύθησαν. 4) Περὶ συμπληρώσεως τοῦ νόμου ΓΩΚΓ´ καὶ τῶν ἐξετάσεων.	[610, 1245, 840, 1346]
paragraph: τῶν πολεμιστῶν ἀπαιτεῖται ἡ ταχεῖα ἀποστολὴ καὶ ἐτέρων σκαφῶν, εὑρίσκεται πλησίον τοῦ ἀκρωτηρίου Κάτω Κεφαλὴ καὶ ἡ δύναμις τῆς ἀτμοκινήσεως τοῦ πλοίου ἐν ἀμέσῳ καταστροφῇ.	[1092, 68, 1338, 155]
headline: ΕΙΣ ΤΟΝ ΕΥΒΟΪΚΟΝ ΚΟΛΠΟΝ	[1121, 1114, 1309, 1153]
paragraph: Πρὸς τὸν δήμαρχον Ρώμης κ. Ἐρνέστον Νάθαν καὶ τὴν ὁμογένειαν «Μεσσάγερο» ὁ ἐνταῦθα ἐπιδημῶν δήμαρχος Ρόδου κ. Παυλίδης ἀπέστειλε τὸ ἀκόλουθον τηλεγράφημα.	[610, 262, 839, 349]
